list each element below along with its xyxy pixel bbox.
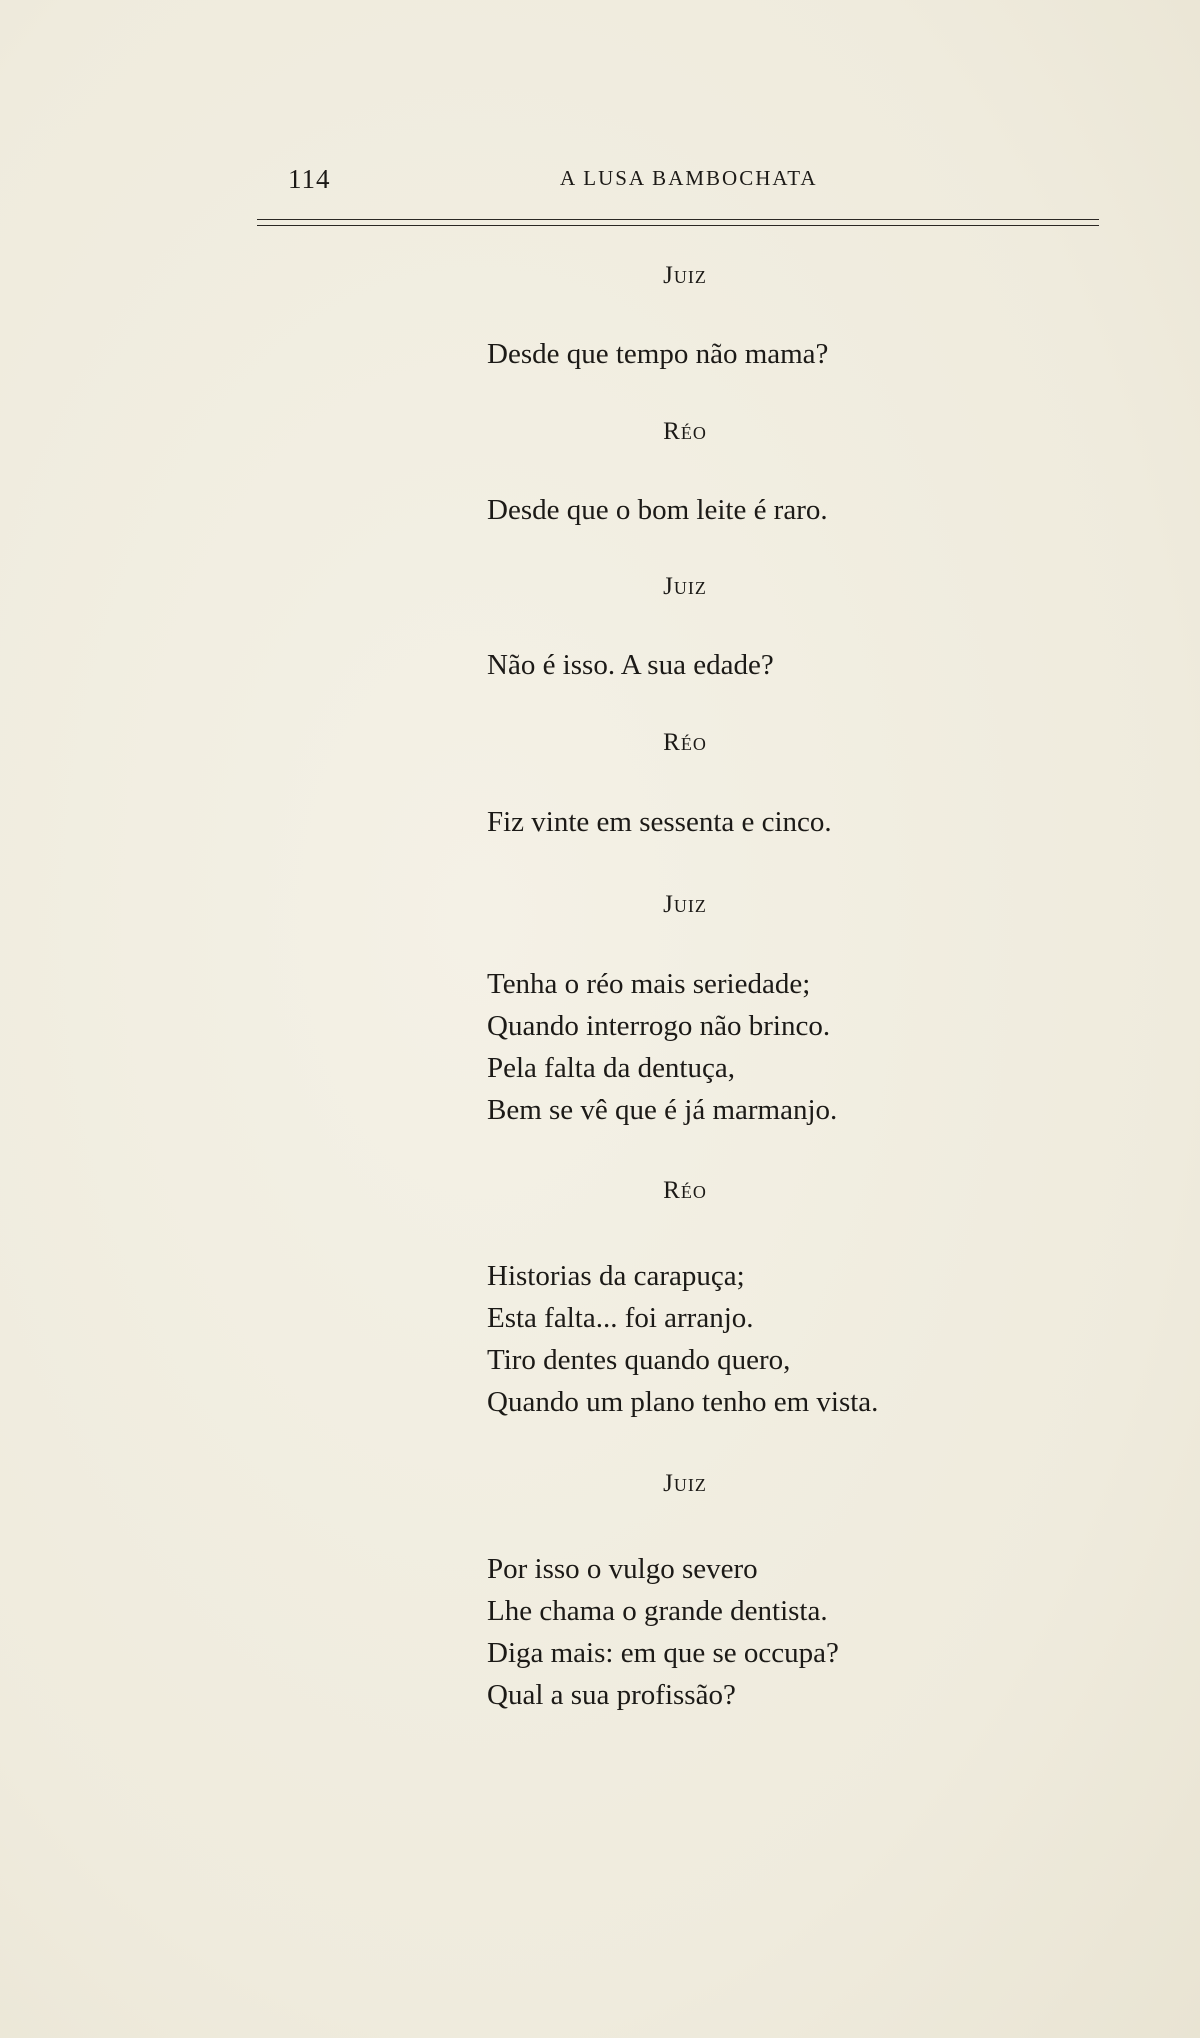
verse-block [487, 801, 832, 843]
verse-line: Desde que o bom leite é raro. [487, 494, 828, 526]
verse-block [487, 644, 774, 686]
verse-line: Não é isso. A sua edade? [487, 649, 774, 681]
verse-line: Esta falta... foi arranjo. [487, 1302, 754, 1334]
verse-block [487, 1255, 878, 1423]
verse-line: Por isso o vulgo severo [487, 1553, 758, 1585]
header-rule [257, 219, 1099, 220]
speaker-label: Réo [663, 418, 707, 445]
speaker-label: Réo [663, 729, 707, 756]
verse-line: Desde que tempo não mama? [487, 338, 829, 370]
verse-line: Bem se vê que é já marmanjo. [487, 1094, 838, 1126]
verse-line: Lhe chama o grande dentista. [487, 1595, 828, 1627]
verse-block [487, 333, 828, 375]
verse-line: Tiro dentes quando quero, [487, 1344, 791, 1376]
verse-line: Tenha o réo mais seriedade; [487, 968, 811, 1000]
speaker-label: Réo [663, 1177, 707, 1204]
verse-line: Quando um plano tenho em vista. [487, 1386, 879, 1418]
speaker-label: Juiz [663, 891, 707, 918]
verse-block [487, 963, 837, 1131]
speaker-label: Juiz [663, 1470, 707, 1497]
verse-line: Pela falta da dentuça, [487, 1052, 735, 1084]
verse-block [487, 489, 828, 531]
running-title: A LUSA BAMBOCHATA [560, 166, 818, 190]
header-rule [257, 225, 1099, 226]
page-number: 114 [288, 164, 331, 194]
speaker-label: Juiz [663, 262, 707, 289]
verse-line: Fiz vinte em sessenta e cinco. [487, 806, 832, 838]
verse-line: Diga mais: em que se occupa? [487, 1637, 839, 1669]
verse-line: Quando interrogo não brinco. [487, 1010, 831, 1042]
verse-line: Qual a sua profissão? [487, 1679, 736, 1711]
speaker-label: Juiz [663, 573, 707, 600]
verse-block [487, 1548, 839, 1716]
verse-line: Historias da carapuça; [487, 1260, 745, 1292]
